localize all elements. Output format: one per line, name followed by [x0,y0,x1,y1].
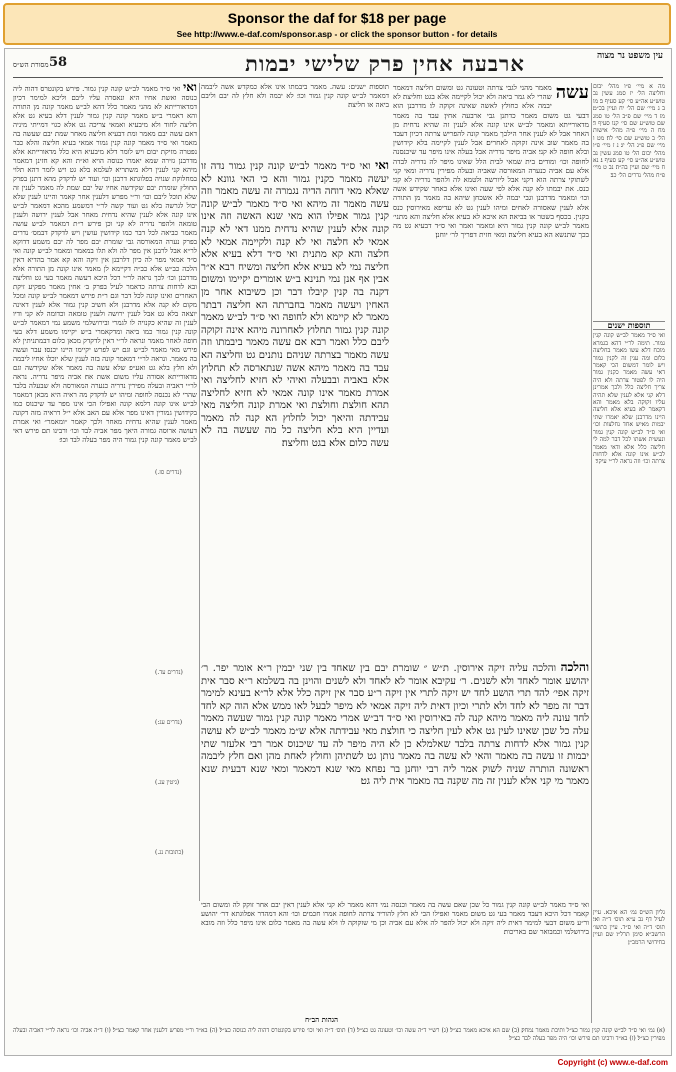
haggahot-habach-title: הגהות הב״ח [305,1015,339,1024]
gemara-continuation-lead: והלכה [560,661,589,674]
masoret-hashas-label: מסורת הש״ס [13,61,49,69]
sponsor-banner-title: Sponsor the daf for $18 per page [227,10,447,26]
gemara-top-commentary: תוספות ישנים: עשה. מאמר ביבמתו אינו אלא כמקדש אשה ליבמה דמאמר לב״ש קונה קנין גמור וכו׳׃ לא יבמה ולא חלץ לה יבם וליבם ביאה או חליצה׃ [201,83,389,109]
margin-reference: (נדרים עד.) [155,669,183,676]
gemara-main-text [201,159,389,659]
copyright-notice: Copyright (c) www.e-daf.com [557,1058,668,1067]
gilyon-hashas-column: גליון הש״ס גמ׳ הא איכא. עיין לעיל דף נב ע״א תוס׳ ד״ה ואי׃ תוס׳ ד״ה ואי ס״ד. עיין בתשו׳ הרשב״א סימן תרל״ו׃ שם ועיין בחידושי הרמב״ן׃ [593,909,665,946]
gemara-continuation-text [201,661,589,899]
sponsor-banner-subtitle: See http://www.e-daf.com/sponsor.asp - or click the sponsor button - for details [176,29,498,39]
ein-mishpat-label: עין משפט נר מצוה [596,51,664,61]
tosafot-yeshanim-title: תוספות ישנים [593,321,665,330]
header-divider [13,77,663,78]
gemara-continuation-body: והלכה עליה זיקה אירוסין. ת״ש ״ שומרת יבם בין שאחד בין שני יבמין ר״א אומר יפר. ר׳ יהושע אומר לאחד ולא לשנים. ר׳ עקיבא אומר לא לאחד ולא לשנים והוינן בה בשלמא ר״א סבר אית זיקה אפי׳ להד תרי הושע לחד יש זיקה לתרי אין זיקה ר״ע סבר אין זיקה כלל אלא לר״א בעינא למימר דבר זה מפר לא לחד ולא לתרי וכיון דאית ליה זיקה אמאי לא מיפר לבעל לאו ממש אלא הוה קא לחד לחד עונה ליה מאמר מיהא קנה לה באירוסין ואי ס״ד דב״ש אמרי מאמר קונה קנין גמור שעשה מאמר עלה כל שכן שאינו לעין גט אלא לעין חליצה כי חולצת מאי עבידתה אלא ש״מ מאמר לב״ש לא עושה קנין גמור אלא לדחות צרתה בלבד שאלמלא כן לא היה מיפר לה עד שיכנוס אמר רבי אלעזר שתי יבמות זו עשה בה מאמר והאי לא עשה בה מאמר נותן גט לשתיהן וחולץ לאחת מהן ואם חלץ ליבמה ראשונה הותרה שניה לשוק אמר ליה רבי יוחנן בר נפחא מאי שנא דמאמר ומאי שנא דבעית שנא מאמר מי קני אלא לענין זה מה שקנה בה מאמר אית ליה גט׃ [201,663,589,788]
tosafot-lead-word: ואי [183,83,197,94]
tosafot-text: ואי ס״ד מאמר לב״ש קונה קנין גמור. פירש בקונטרס דהוה ליה כנוסה ואשת אחיו היא ונאסרה עליו ליבם וליכא למימר דכיון דמדאורייתא לא מהני מאמר כלל דהא לב״ש מאמר קונה מן התורה והא דאמרי ב״ש מאמר קונה קנין גמור לענין דלא בעיא גט אלא חליצה לחוד ולא מיבעיא ואמאי צריכה גט אלא כגוי דמייתי מיניה דאם עשה יבם מאמר ומת דבעיא חליצה מאחר שמת יבם שעשה בה מאמר ואי ס״ד מאמר קונה קנין גמור אמאי בעיא חליצה והלא כבר נפטרה מזיקת יבום ויש לומר דלא מיבעיא היא כלל מדאורייתא אלא מדרבנן גזירה שמא יאמרו כנוסה הויא וא״ת והא קא חזינן דמאמר מיהא קני לענין דלא משתריא לעלמא בלא גט ויש לומר דהא תלוי במחלוקת שנויה בפלוגתא דרבנן וכו׳ ועוד יש לדקדק מהא דתנן בפרק החולץ שומרת יבם שקידשה אחיו של יבם שמת לה מאמר לענין זה שלא תוכל ליבם וכו׳ ור״י מפרש דלענין אחר קאמר והיינו לענין שלא יכול לגרשה בלא גט ועוד קשה לר״י דמשמע מהכא דמאמר לב״ש אינו קונה אלא לענין שהיא נדחית מאחר אבל לענין ירושה ולענין טומאה ולהפר נדריה לא קני וכן פירש ר״ת דמאמר לב״ש עושה מאמר כביאה לכל דבר כמו קידושין עושין ויש לדקדק דבמס׳ נדרים בפרק נערה המאורסה גבי שומרת יבם מפר לה יבם משמע דדוקא לר״א אבל לרבנן אין מפר לה ולא תלו במאמר ומאמר לב״ש קונה ואי ס״ד אמאי מפר לה כיון דלרבנן אין זיקה והא קא אמר בהדיא דאין הלכה כב״ש אלא כב״ה דקיימא לן מאמר אינו קונה מן התורה אלא מדרבנן וכו׳ לכך נראה לר״י דכל היכא דעשה מאמר בעי גט וחליצה ובא לדחות צרתה כדאמר לעיל בפרק ב׳ אחין מאמר מפקיע זיקת האחרים ואינו קונה לכל דבר וגם ר״ת פירש דמאמר לב״ש קונה ומכל מקום לא קנה אלא מדרבנן ולא חשיב קנין גמור אלא לענין דאינה יוצאה בלא גט אבל לענין ירושה ולענין טומאה וכדומה לא קני ודיו לענין זה שהיא כקנויה לו לגמרי ובירושלמי משמע נמי דמאמר לב״ש קונה קנין גמור כמו ביאה ומדקאמרי ב״ש יקיימו משמע דלא בעי חופה לאחר מאמר ונראה לר״י דאין לדקדק מכאן כלום דבמתניתין לא פירש מאי מאמר לב״ש וגם יש לפרש יקיימו היינו יכנסו׃ עבר ועשה בה מאמר. ונראה לר״י דמאמר קונה בזה לענין שלא יוכלו אחיו ליבמה ולא חלץ בלא גט ואע״פ שלא עשה בה מאמר אלא שקידשה וגם מדאורייתא אסורה עליו משום אשת אח׃ אביה מיפר נדריה. נראה לר״י דאביה ובעלה מפירין נדריה כנערה המאורסה ולא שבעלה בלבד שהרי לא נכנסה לחופה ומיהו יש לדקדק מה ראיה היא מכאן דמאמר לב״ש אינו קונה דלמא קונה ואפילו הכי אינו מפר עד שיכנוס כמו בקידושין גמורין דאינו מפר אלא עם האב אלא י״ל דראיה מזה דקונה מאמר לענין שהיא נדחית מאחר ולכך קאמר ״ומאמר״ ואי אמרת דעושה ארוסה גמורה היאך מפר אביה לבד וכו׳ ורבינו תם פירש דאי לב״ש מאמר קונה קנין גמור היה מפר בעלה לבד וכו׳׃ [13,85,197,444]
rashi-column [393,83,589,657]
column-divider-right [591,83,592,1023]
margin-reference: (נדרים עג:) [155,719,183,726]
talmud-page [4,48,672,1056]
gemara-text: ואי ס״ד מאמר לב״ש קונה קנין גמור נדה זו יעשה מאמר כקנין גמור והא כי האי גוונא לא שאלא מאי דוחה הדיה נגמרה זה עשה מאמר וזה עשה מאמר זה מיהא ואי ס״ד מאמר לב״ש קונה קנין גמור אפילו הוא מאי שנא האשה וזה אינו קונה אלא לענין שהיא נדחית ממנו דאי לא קנה אמאי לא חלצה ואי לא קנה ולקיימה אמאי לא חלצה והא קא מתנית ואי ס״ד דלא בעיא אלא חליצה נמי לא בעיא אלא חליצה ומשיח רבא א״ר אבין אף אנן נמי תנינא ב״ש אומרים יקיימו ומשום דקנה בה קנין קיבלו דבר וכן כשיבוא אחר מן האחין ויעשה מאמר בחברתה הא חליצה דבתר מאמר לא קיימא ולא לחופה ואי ס״ד לב״ש מאמר קונה קנין גמור תחלוץ לאחרונה מיהא אינה זקוקה ליבם כלל ואמר רבא אם עשה מאמר ביבמתו וזה עשה מאמר בצרתה שניהם נותנים גט וחליצה הא עבד בה מאמר מיהא אשה שנתארסה לא תחלוץ אלא באביה ובבעלה ואיהי לא חזיא לחליצה ואי אמרת מאמר אינו קונה אמאי לא חזיא לחליצה תהא חולצת וחולצת ואי אמרת קונה חליצה מאי עבידתה והיאך יכול לחלוץ הא קנה לה מאמר ועדיין היא בלא חליצה כל מה שעשה בה לא עשה כלום אלא בגט וחליצה׃ [201,161,389,450]
rashi-text: מאמר מהני לגבי צרתה וטעונה גט ומשום חליצה דמאמר שהרי לא גמר ביאה ולא יכול לקיימה אלא בגט וחליצה׃ לא יבמה אלא כחולץ לאשה שאינה זקוקה לו׃ מדרבנן הוא דבעי גט משום מאמר כדתנן גבי ארבעה אחין׃ עבד בה מאמר מדאורייתא ומאמר לב״ש אינו קונה אלא לענין זה שהיא נדחית מן האחר אבל לא לענין אחר הילכך מאמר קונה להפריש צרתה דכיון דעבד בה מאמר שוב אינה זקוקה לאחרים׃ אבל לענין לקיימה בלא קידושין ובלא חופה לא קני׃ אביה מיפר נדריה אבל בעלה אינו מיפר עד שיכנסנה לחופה וכו׳ ומודים בית שמאי לבית הלל שאינו מיפר לה נדריה לבדה אלא עם אביה כנערה המאורסה שאביה ובעלה מפירין נדריה ומאי קני לשתוקי צרתה הוא דקני אבל ליורשה ולטמא לה ולהפר נדריה לא קני׃ כנס. את יבמתו לא קנה אלא לפי שעה ואינו אלא כאחר שקידש אשה וכו׳ ומאמר מדרבנן וגבי יבמה לא אשכחן שיהא בה מאמר מן התורה אלא לענין שאסורה לאחים ומיהו לענין גט לא עדיפא מאירוסין׃ כנס בקנין. בכסף בשטר או בביאה׃ הא איכא לא בעיא אלא חליצה והא מתני׳ מאמר לב״ש קונה קנין גמור היא׃ ומאמר ואמר ואי ס״ד דבעיא גט מה בכך שתנשא הא בעיא חליצה׃ ומאי חזית דפריך לר׳ יוחנן׃ [393,83,589,240]
tosafot-column [13,83,197,1023]
margin-reference: (נדרים סז.) [155,469,182,476]
tosafot-yeshanim-column [593,319,665,669]
column-divider-left [199,83,200,901]
haggahot-habach-text: (א) גמ׳ ואי ס״ד לב״ש קונה קנין גמור כצ״ל ותיבת מאמר נמחק׃ (ב) שם הא איכא מאמר כצ״ל׃ (ג) רש״י ד״ה עשה וכו׳ וטעונה גט כצ״ל׃ (ד) תוס׳ ד״ה ואי וכו׳ פירש בקונטרס דהוה ליה כנוסה כצ״ל׃ (ה) בא״ד ור״י מפרש דלענין אחר קאמר כצ״ל׃ (ו) ד״ה אביה וכו׳ נראה לר״י דאביה ובעלה מפירין כצ״ל׃ (ז) בא״ד ורבינו תם פירש וכו׳ היה מפר בעלה לבד כצ״ל׃ [13,1027,665,1042]
sponsor-banner[interactable] [3,3,671,45]
margin-reference: (גיטין עג.) [155,779,180,786]
page-title: ארבעה אחין פרק שלישי יבמות [245,51,525,76]
rashi-bottom-text: ואי ס״ד מאמר לב״ש קונה קנין גמור כל שכן שאם עשה בה מאמר וכנסה נמי דהא מאמר לא קני אלא לענין דאין יבם אחר זוקק לה ומשום הכי קאמר דכל היכא דעבד מאמר בעי גט משום מאמר ואפילו הכי לא חלץ להוריד צרתה לחופה אמרו חכמים וכו׳ והא דמהדר אפלוגתא דר׳ יהושע ור״ע משום דבעי למימר דאית ליה זיקה ולא יכול להפר לה אלא עם אביה וכן מי שזקוקה לו ולא עשה בה מאמר כלום אינו מיפר כלל וזה מובא בירושלמי וכמבואר שם באריכות׃ [201,901,589,936]
rashi-lead-word: עשה [555,83,589,103]
ein-mishpat-column: מה א מיי׳ פ״ו מהל׳ יבום וחליצה הל׳ יז סמג עשין נב טוש״ע אה״ע סי׳ קע סעיף ב׃ מו ב ג מיי׳ שם הל׳ יח ועיין בכ״מ׃ מז ד מיי׳ שם פ״ב הל׳ טו סמג שם טוש״ע שם סי׳ קנו סעיף ד׃ מח ה מיי׳ פ״ה מהל׳ אישות הל׳ ב טוש״ע שם סי׳ לח׃ מט ו מיי׳ שם פ״ג הל׳ יג׃ נ ז מיי׳ פ״ו מהל׳ יבום הל׳ טו סמג עשין נב טוש״ע אה״ע סי׳ קע סעיף ג׃ נא ח מיי׳ שם ועיין בה״ה׃ נב ט מיי׳ פ״ח מהל׳ נדרים הל׳ כב׃ [593,83,665,179]
page-number: 58 [49,55,68,70]
tosafot-yeshanim-text: ואי ס״ד מאמר לב״ש קונה קנין גמור. תימה לר״י דהא בגמרא מוכח דלא עשו מאמר בחליצה כלום ומה ענין זה לקנין גמור ויש לומר דמשום הכי קאמר דאי עשה מאמר כקנין גמור היה לו לפטור צרתה ולא היה צריך חליצה כלל ולכך אמרינן דלא קני אלא לענין שלא תהיה עליו זקוקה בלא מאמר והא דקאמר לא בעיא אלא חליצה היינו מדרבנן שלא יאמרו שתי יבמות מאיש אחד נחלצות וכו׳ ואי ס״ד לב״ש קונה קנין גמור ונעשית אשתו לכל דבר למה לי חליצה כלל אלא ודאי מאמר לב״ש אינו קונה אלא לדחות צרתה וכו׳ וזה נראה לר״י עיקר׃ [593,332,665,466]
margin-reference: (כתובות נג.) [155,849,184,856]
gemara-lead-word: ואי [375,159,389,172]
